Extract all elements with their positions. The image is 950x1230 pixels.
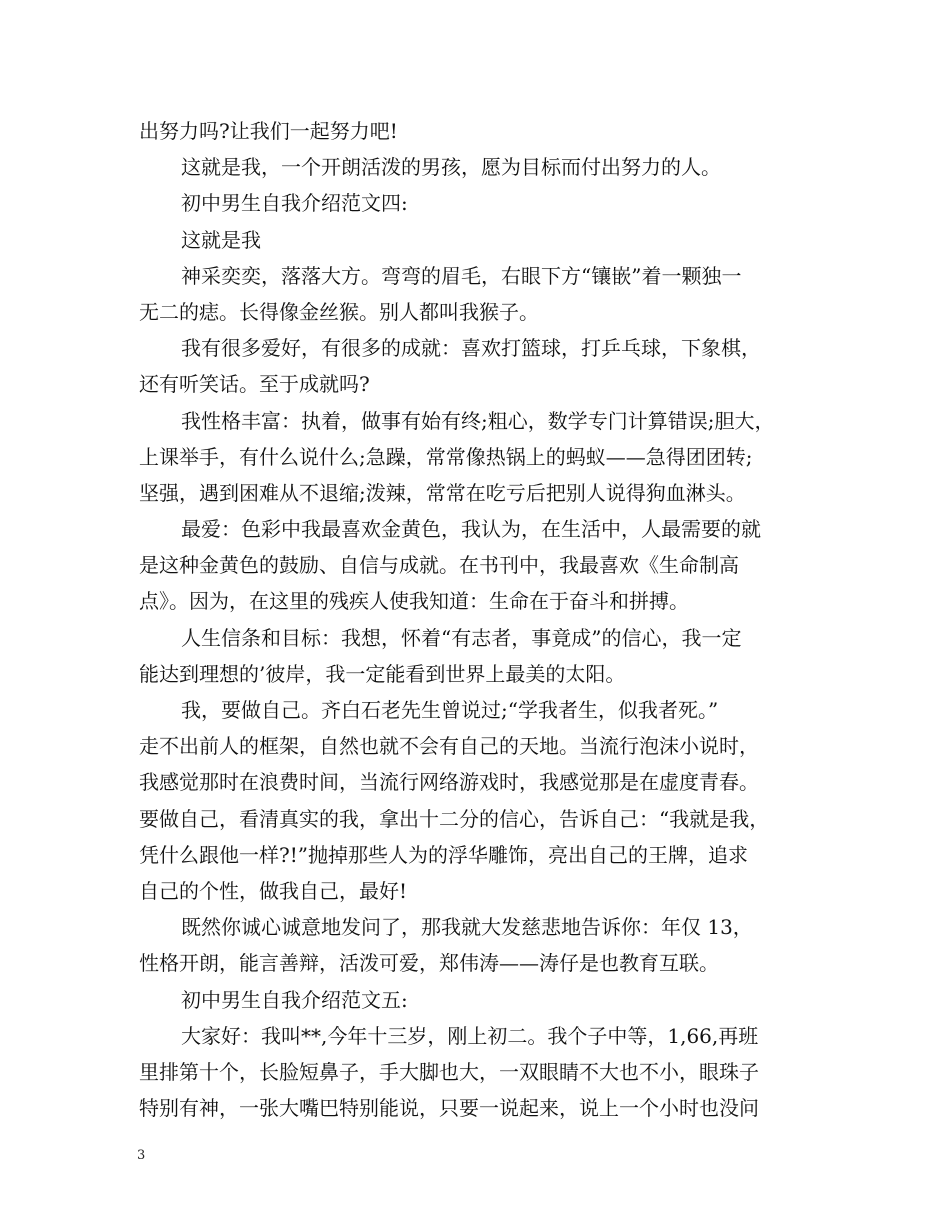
text-line: 能达到理想的’彼岸，我一定能看到世界上最美的太阳。 bbox=[139, 661, 626, 686]
text-line: 初中男生自我介绍范文五: bbox=[181, 987, 408, 1012]
text-line: 自己的个性，做我自己，最好! bbox=[139, 878, 408, 903]
text-line: 我有很多爱好，有很多的成就：喜欢打篮球，打乒乓球，下象棋， bbox=[181, 336, 761, 361]
text-line: 我感觉那时在浪费时间，当流行网络游戏时，我感觉那是在虚度青春。 bbox=[139, 770, 759, 795]
text-line: 最爱：色彩中我最喜欢金黄色，我认为，在生活中，人最需要的就 bbox=[181, 517, 761, 542]
text-line: 这就是我，一个开朗活泼的男孩，愿为目标而付出努力的人。 bbox=[181, 155, 721, 180]
text-line: 上课举手，有什么说什么;急躁，常常像热锅上的蚂蚁——急得团团转; bbox=[139, 444, 753, 469]
page-number: 3 bbox=[137, 1148, 146, 1163]
text-line: 既然你诚心诚意地发问了，那我就大发慈悲地告诉你：年仅 13， bbox=[181, 915, 753, 940]
text-line: 要做自己，看清真实的我，拿出十二分的信心，告诉自己：“我就是我， bbox=[139, 806, 770, 831]
text-line: 大家好：我叫**,今年十三岁，刚上初二。我个子中等，1,66,再班 bbox=[181, 1023, 759, 1048]
text-line: 坚强，遇到困难从不退缩;泼辣，常常在吃亏后把别人说得狗血淋头。 bbox=[139, 480, 746, 505]
text-line: 走不出前人的框架，自然也就不会有自己的天地。当流行泡沫小说时， bbox=[139, 734, 759, 759]
body-text bbox=[139, 113, 815, 1126]
text-line: 是这种金黄色的鼓励、自信与成就。在书刊中，我最喜欢《生命制高 bbox=[139, 553, 739, 578]
text-line: 我性格丰富：执着，做事有始有终;粗心，数学专门计算错误;胆大， bbox=[181, 408, 775, 433]
text-line: 这就是我 bbox=[181, 227, 261, 252]
text-line: 凭什么跟他一样?!”抛掉那些人为的浮华雕饰，亮出自己的王牌，追求 bbox=[139, 842, 748, 867]
text-line: 还有听笑话。至于成就吗? bbox=[139, 372, 370, 397]
text-line: 点》。因为，在这里的残疾人使我知道：生命在于奋斗和拼搏。 bbox=[139, 589, 689, 614]
text-line: 特别有神，一张大嘴巴特别能说，只要一说起来，说上一个小时也没问 bbox=[139, 1096, 759, 1121]
text-line: 无二的痣。长得像金丝猴。别人都叫我猴子。 bbox=[139, 299, 539, 324]
text-line: 神采奕奕，落落大方。弯弯的眉毛，右眼下方“镶嵌”着一颗独一 bbox=[181, 263, 742, 288]
text-line: 性格开朗，能言善辩，活泼可爱，郑伟涛——涛仔是也教育互联。 bbox=[139, 951, 719, 976]
text-line: 我，要做自己。齐白石老先生曾说过;“学我者生，似我者死。” bbox=[181, 698, 719, 722]
text-line: 初中男生自我介绍范文四: bbox=[181, 191, 408, 216]
text-line: 人生信条和目标：我想，怀着“有志者，事竟成”的信心，我一定 bbox=[181, 625, 742, 650]
text-line: 出努力吗?让我们一起努力吧! bbox=[139, 119, 398, 143]
text-line: 里排第十个，长脸短鼻子，手大脚也大，一双眼睛不大也不小，眼珠子 bbox=[139, 1059, 759, 1084]
